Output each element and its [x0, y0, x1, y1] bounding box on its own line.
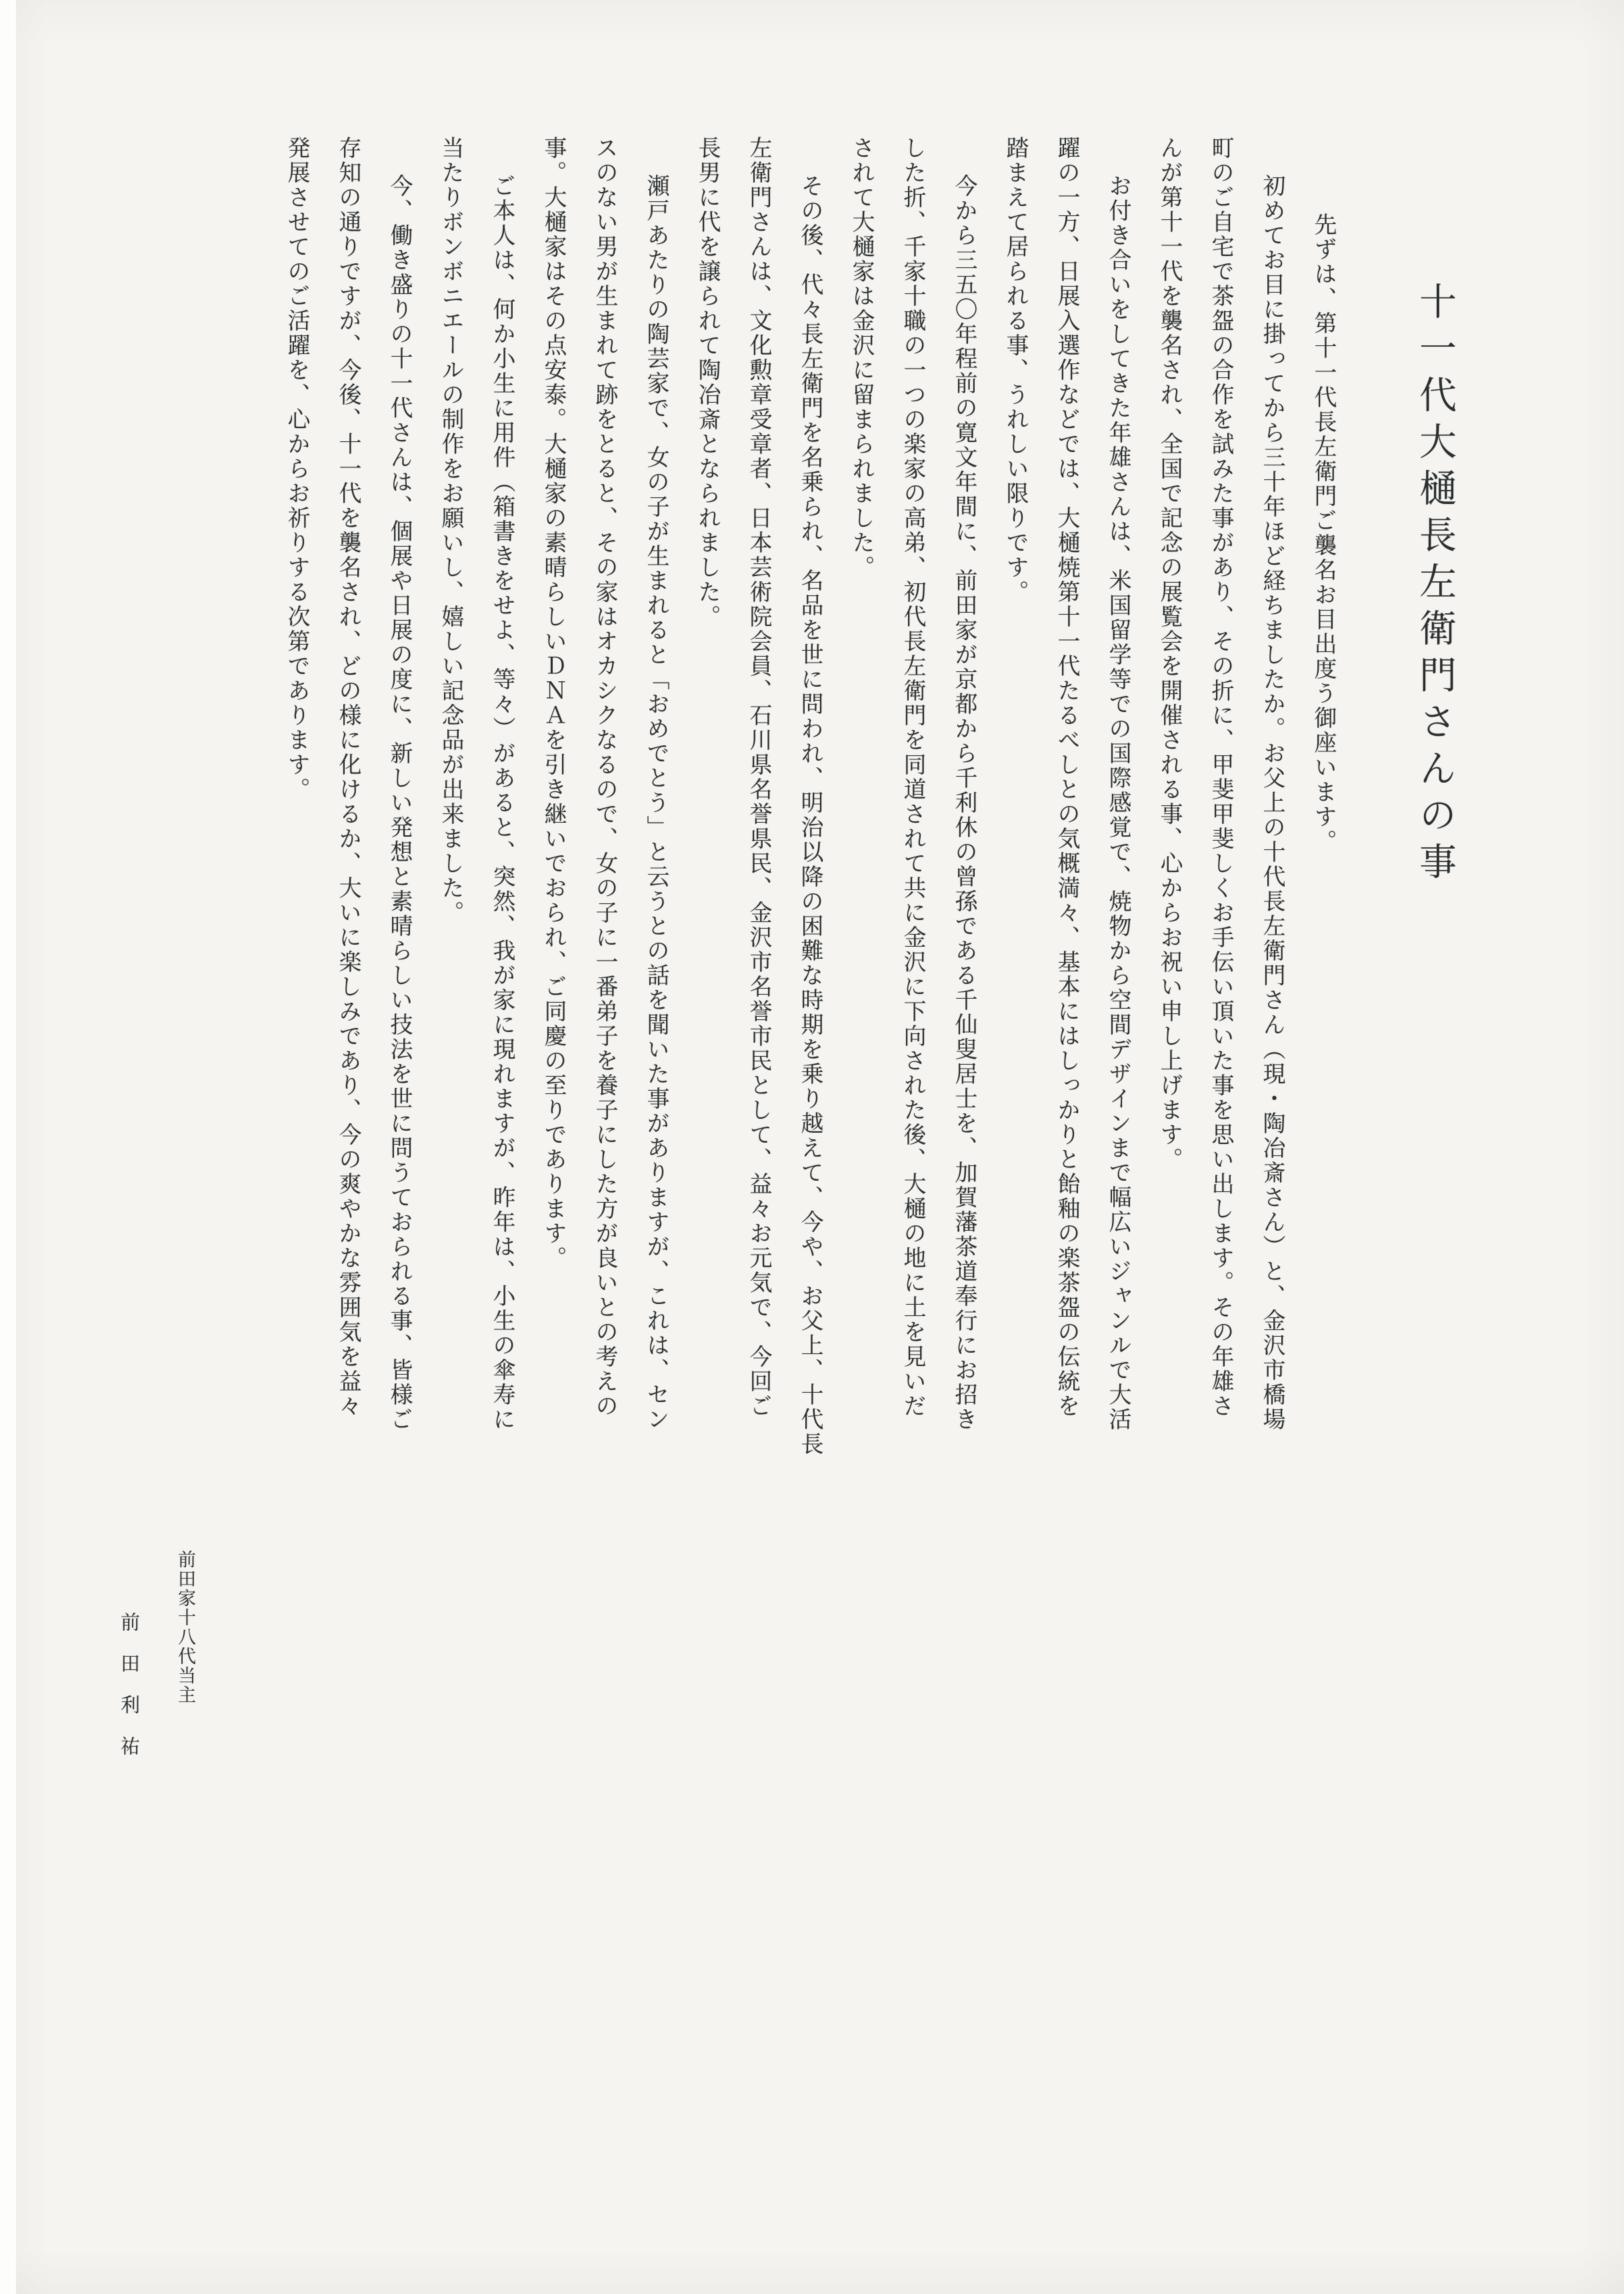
text-column-7: 踏まえて居られる事、うれしい限りです。	[1003, 136, 1027, 605]
text-column-1: 先ずは、第十一代長左衛門ご襲名お目出度う御座います。	[1311, 213, 1335, 854]
letter-title: 十一代大樋長左衛門さんの事	[1414, 282, 1455, 889]
text-column-20: 存知の通りですが、今後、十一代を襲名され、どの様に化けるか、大いに楽しみであり、今の爽やかな雰囲気を益々	[335, 136, 360, 1419]
text-column-19: 今、働き盛りの十一代さんは、個展や日展の度に、新しい発想と素晴らしい技法を世に問うておられる事、皆様ご	[387, 174, 411, 1432]
text-column-11: その後、代々長左衛門を名乗られ、名品を世に問われ、明治以降の困難な時期を乗り越えて、今や、お父上、十代長	[797, 174, 822, 1457]
text-column-5: お付き合いをしてきた年雄さんは、米国留学等での国際感覚で、焼物から空間デザインまで幅広いジャンルで大活	[1105, 174, 1130, 1432]
text-column-2: 初めてお目に掛ってから三十年ほど経ちましたか。お父上の十代長左衛門さん（現・陶冶斎さん）と、金沢市橋場	[1259, 174, 1284, 1432]
text-column-14: 瀬戸あたりの陶芸家で、女の子が生まれると「おめでとう」と云うとの話を聞いた事がありますが、これは、セン	[643, 174, 668, 1432]
text-column-10: されて大樋家は金沢に留まられました。	[849, 136, 873, 580]
scan-edge-strip	[0, 0, 16, 2294]
text-column-8: 今から三五〇年程前の寛文年間に、前田家が京都から千利休の曾孫である千仙叟居士を、加賀藩茶道奉行にお招き	[951, 174, 976, 1432]
text-column-3: 町のご自宅で茶盌の合作を試みた事があり、その折に、甲斐甲斐しくお手伝い頂いた事を思い出します。その年雄さ	[1208, 136, 1233, 1419]
signature-name: 前 田 利 祐	[118, 1612, 139, 1757]
text-column-4: んが第十一代を襲名され、全国で記念の展覧会を開催される事、心からお祝い申し上げます。	[1157, 136, 1181, 1172]
text-column-9: した折、千家十職の一つの楽家の高弟、初代長左衛門を同道されて共に金沢に下向された後、大樋の地に土を見いだ	[900, 136, 925, 1419]
letter-text-block	[103, 136, 1471, 1869]
text-column-15: スのない男が生まれて跡をとると、その家はオカシクなるので、女の子に一番弟子を養子にした方が良いとの考えの	[592, 136, 617, 1419]
text-column-12: 左衛門さんは、文化勲章受章者、日本芸術院会員、石川県名誉県民、金沢市名誉市民として、益々お元気で、今回ご	[746, 136, 771, 1419]
text-column-21: 発展させてのご活躍を、心からお祈りする次第であります。	[284, 136, 309, 802]
text-column-18: 当たりボンボニエールの制作をお願いし、嬉しい記念品が出来ました。	[438, 136, 463, 925]
text-column-17: ご本人は、何か小生に用件（箱書きをせよ、等々）があると、突然、我が家に現れますが、昨年は、小生の傘寿に	[489, 174, 514, 1432]
text-column-16: 事。大樋家はその点安泰。大樋家の素晴らしいＤＮＡを引き継いでおられ、ご同慶の至りであります。	[541, 136, 565, 1271]
text-column-6: 躍の一方、日展入選作などでは、大樋焼第十一代たるべしとの気概満々、基本にはしっかりと飴釉の楽茶盌の伝統を	[1054, 136, 1079, 1419]
text-column-13: 長男に代を譲られて陶冶斎となられました。	[695, 136, 719, 629]
signature-role: 前田家十八代当主	[175, 1550, 195, 1705]
